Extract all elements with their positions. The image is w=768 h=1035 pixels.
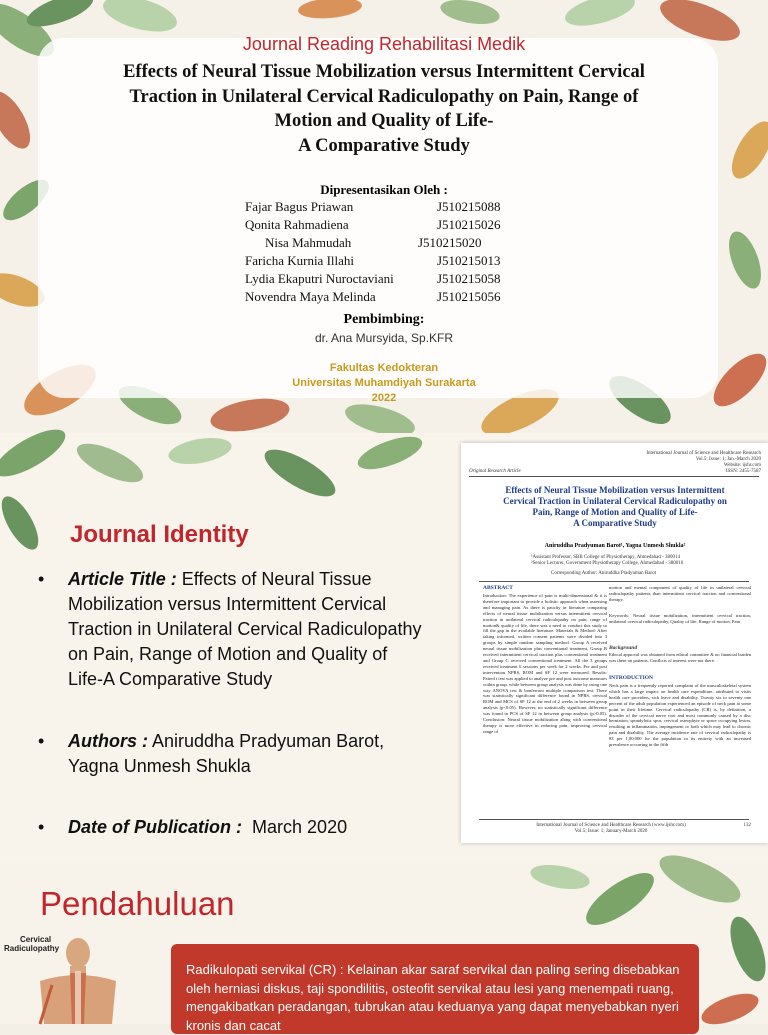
member-name: Faricha Kurnia Illahi [245,253,355,268]
bullet-glyph: • [38,569,45,589]
background-heading: Background [609,645,638,651]
paper-footer: International Journal of Science and Healthcare Research (www.ijshr.com) [536,823,686,828]
presenter-label: Dipresentasikan Oleh : [320,182,448,197]
slide-title [0,0,768,433]
paper-title [475,485,755,529]
paper-title-line: A Comparative Study [573,518,657,528]
definition-text: Radikulopati servikal (CR) : Kelainan akar saraf servikal dan paling sering disebabkan oleh herniasi diskus, taji spondilitis, osteofit servikal atau lesi yang menempati ruang, mengakibatkan peradangan, tubrukan atau keduanya yang dapat menyebabkan nyeri kronis dan cacat [186,962,680,1033]
member-nim: J510215013 [437,253,501,268]
human-figure-icon [0,933,110,1024]
journal-issn: ISSN: 2455-7587 [725,469,761,474]
paper-authors: Aniruddha Pradyuman Barot¹, Yagna Unmesh Shukla² [544,543,686,549]
intro-heading: INTRODUCTION [609,675,654,681]
journal-name: International Journal of Science and Healthcare Research [646,451,761,456]
cervical-radiculopathy-figure [0,933,110,1024]
member-name: Novendra Maya Melinda [245,289,376,304]
background-text: Ethical approval was obtained from ethical committee & no financial burden was there on patients. Conflicts of interest were not there. [609,652,751,663]
bullet-glyph: • [38,731,45,751]
authors-text: Aniruddha Pradyuman Barot, [152,731,385,751]
supervisor-label: Pembimbing: [343,312,425,327]
section-heading: Journal Identity [70,521,249,548]
year: 2022 [371,392,397,404]
keywords: Keywords: Neural tissue mobilization, intermittent cervical traction, unilateral cervical radiculopathy, Quality of life, Range of motion, Pain [609,613,751,624]
title-line: Traction in Unilateral Cervical Radiculopathy on Pain, Range of [129,86,639,107]
article-title-text: Effects of Neural Tissue [181,569,372,589]
divider [479,581,749,582]
member-name: Fajar Bagus Priawan [245,199,354,214]
abstract-heading: ABSTRACT [483,585,513,591]
title-line: A Comparative Study [298,135,470,156]
article-title-line: on Pain, Range of Motion and Quality of [68,644,388,664]
bullet-date [38,815,458,843]
title-line: Motion and Quality of Life- [274,111,494,131]
abstract-text: Introduction: The experience of pain is multi-dimensional & it is therefore important to provide a holistic approach when assessing and managing pain. As there is paucity in literature comparing effects of neural tissue mobilization versus intermittent cervical traction in unilateral cervical radiculopathy on pain, range of motion& quality of life, there was a need to conduct this study to fill the gap in the available literature. Materials & Method: After taking informed, written consent patients were divided into 3 groups by simple random sampling method. Group A received neural tissue mobilization plus conventional treatment, Group B received intermittent cervical traction plus conventional treatment and Group C received conventional treatment. All the 3 groups received treatment 6 sessions per week for 2 weeks. Pre and post intervention NPRS, ROM and SF 12 were measured. Results: Paired t test was applied to analyze pre and post outcome measures within group, while between group analysis was done by using one way ANOVA test & bonferroni multiple comparison test. There was statistically significant difference found in NPRS, cervical ROM and MCS of SF 12 at the end of 2 weeks in between group analysis (p<0.05). However, no statistically significant difference was found in PCS of SF 12 in between group analysis (p>0.05). Conclusion: Neural tissue mobilization along with conventional therapy is more effective in reducing pain, improving cervical range of [483,593,607,734]
article-title-line: Traction in Unilateral Cervical Radiculopathy [68,619,422,639]
faculty-name: Fakultas Kedokteran [329,362,439,374]
slide-journal-identity [0,433,768,859]
title-line: Effects of Neural Tissue Mobilization versus Intermittent Cervical [123,62,645,82]
slide-subtitle: Journal Reading Rehabilitasi Medik [242,34,526,54]
paper-affiliation: ¹Assistant Professor, SBB College of Physiotherapy, Ahmedabad - 380014 [531,555,681,560]
paper-title-line: Effects of Neural Tissue Mobilization versus Intermittent [505,485,725,495]
article-title-line: Life-A Comparative Study [68,669,273,689]
publication-date: March 2020 [252,817,348,837]
figure-label: Cervical [20,935,52,944]
member-nim: J510215026 [437,217,501,232]
paper-affiliation: ²Senior Lecturer, Government Physiotherapy College, Ahmedabad - 380016 [531,561,684,566]
section-heading: Pendahuluan [40,885,235,922]
article-type: Original Research Article [469,469,521,474]
authors-text: Yagna Unmesh Shukla [68,756,251,776]
abstract-continued: motion and mental component of quality of life in unilateral cervical radiculopathy patients than intermittent cervical traction and conventional therapy. [609,585,751,602]
bullet-glyph: • [38,817,45,837]
supervisor-name: dr. Ana Mursyida, Sp.KFR [314,331,454,345]
page-number: 132 [743,823,751,828]
paper-title-line: Cervical Traction in Unilateral Cervical Radiculopathy on [503,496,727,506]
journal-website: Website: ijshr.com [723,463,761,468]
member-name: Lydia Ekaputri Nuroctaviani [245,271,394,286]
bullet-label: Article Title : [68,569,177,589]
member-nim: J510215020 [418,235,482,250]
paper-title-line: Pain, Range of Motion and Quality of Life- [532,507,698,517]
paper-corresponding: Corresponding Author: Aniruddha Pradyuman Barot [551,571,656,576]
slide-pendahuluan [0,859,768,1033]
divider [479,819,749,820]
divider [469,476,759,477]
university-name: Universitas Muhamdiyah Surakarta [292,377,476,389]
journal-volume: Vol.5; Issue: 1; Jan.-March 2020 [695,457,761,462]
article-title-line: Mobilization versus Intermittent Cervical [68,594,387,614]
bullet-label: Authors : [68,731,148,751]
definition-box [171,944,699,1034]
journal-page-image [461,443,768,843]
member-nim: J510215056 [437,289,501,304]
member-name: Nisa Mahmudah [265,235,352,250]
member-nim: J510215058 [437,271,501,286]
member-nim: J510215088 [437,199,501,214]
figure-label: Radiculopathy [4,944,60,953]
bullet-label: Date of Publication : [68,817,243,837]
presentation-title [60,60,708,158]
paper-footer: Vol.5; Issue: 1; January-March 2020 [574,829,648,834]
bullet-authors [38,729,458,781]
bullet-article-title [38,567,458,697]
intro-text: Neck pain is a frequently reported complaint of the musculoskeletal system which has a large impact on health care expenditure, attributed to visits health care providers, sick leave and disability. Twenty six to seventy one percent of the adult population experienced an episode of neck pain at some point in their lifetime. Cervical radiculopathy (CR) is, by definition, a disorder of the cervical nerve root and most commonly caused by a disc herniation, spondylotic spur, cervical osteophyte or space occupying lesion, resulting in inflammation, impingement or both which may lead to chronic pain and disability. The average incidence rate of cervical radiculopathy is 83 per 1,00,000 for the population in its entirety with an increased prevalence occurring in the fifth [609,683,751,748]
member-name: Qonita Rahmadiena [245,217,349,232]
